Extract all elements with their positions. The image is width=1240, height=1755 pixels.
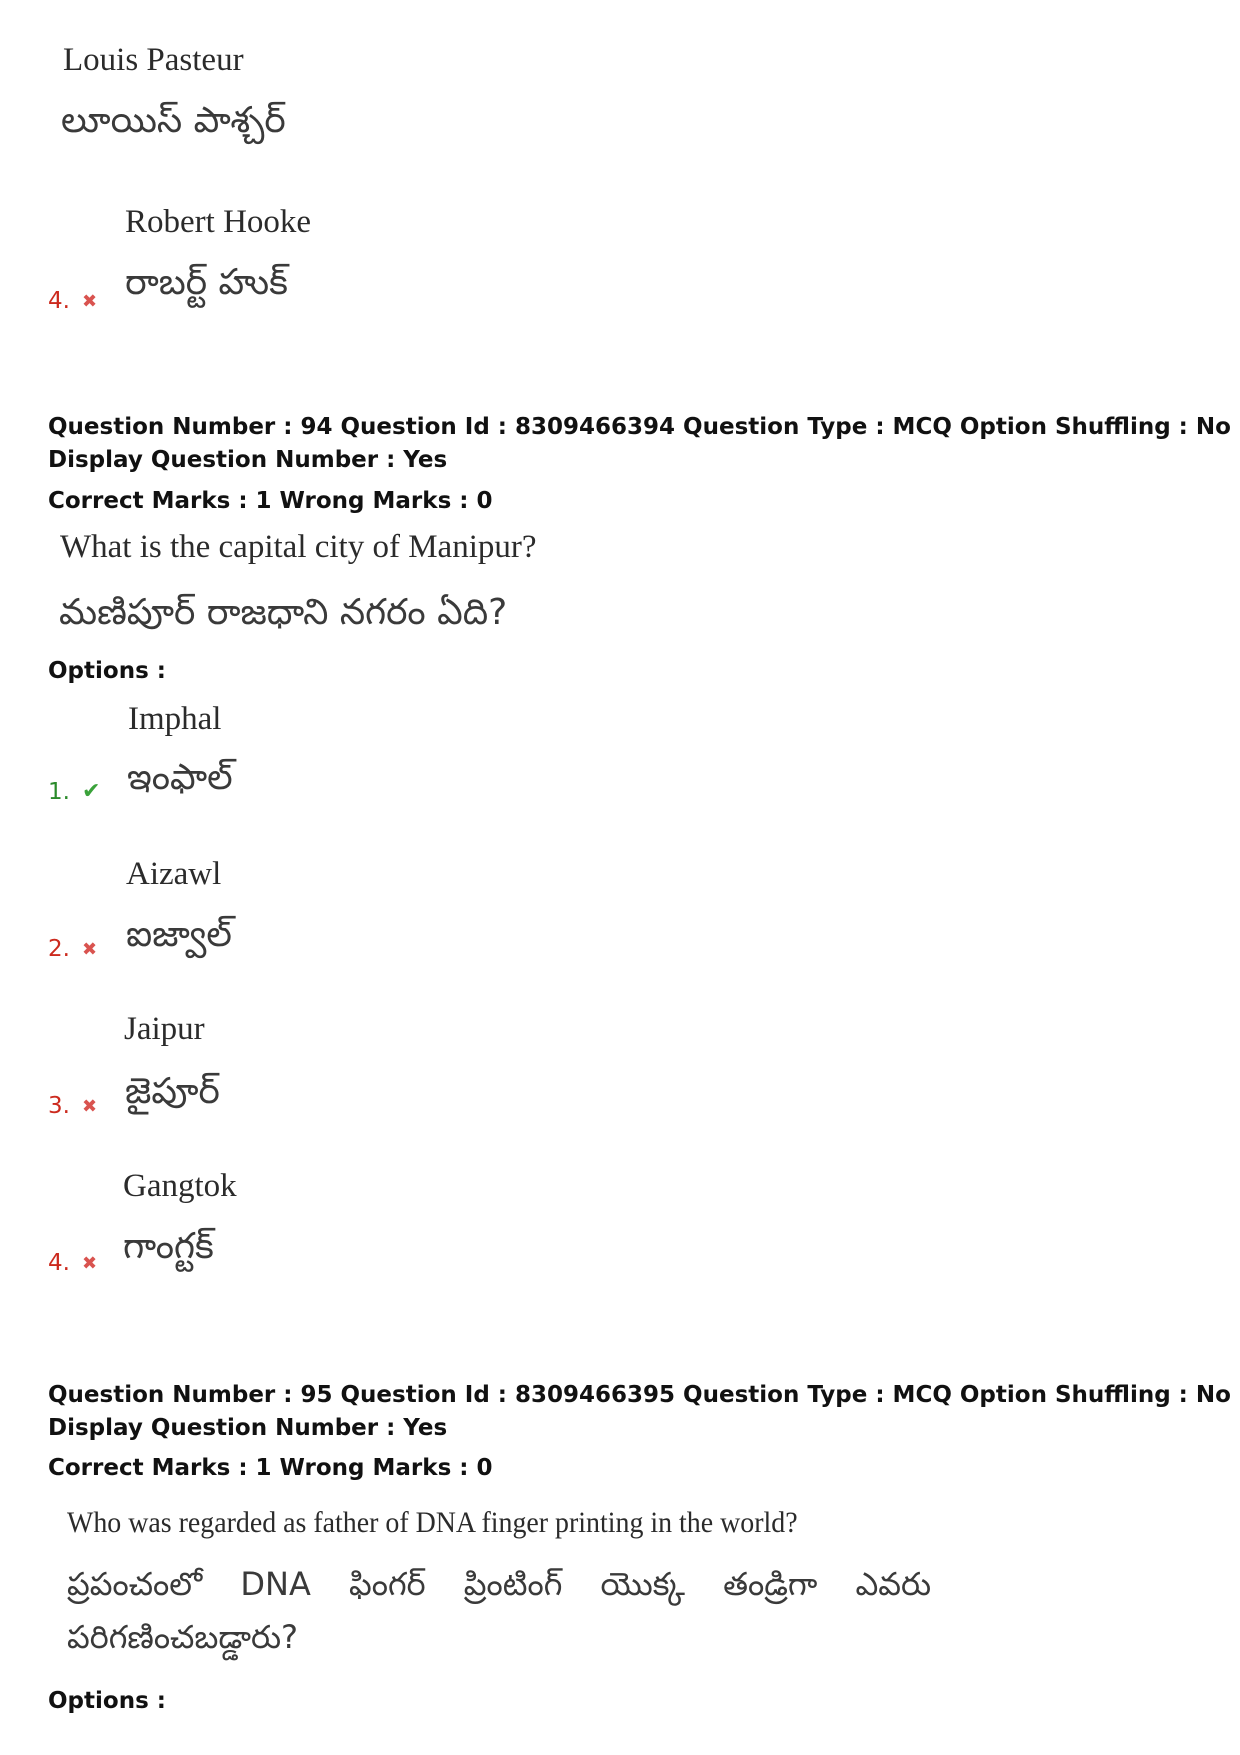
cross-icon: ✖ — [81, 291, 98, 312]
q94-header-line2: Display Question Number : Yes — [48, 447, 448, 473]
q95-question-english: Who was regarded as father of DNA finger printing in the world? — [67, 1506, 798, 1539]
q94-option1-telugu: ఇంఫాల్ — [127, 757, 233, 798]
prev-option4-number: 4. ✖ — [48, 288, 98, 314]
q94-option3-english: Jaipur — [124, 1011, 205, 1047]
q94-option4-number: 4. ✖ — [48, 1250, 98, 1276]
q94-option2-telugu: ఐజ్వాల్ — [126, 914, 232, 955]
q95-question-telugu-line2: పరిగణించబడ్డారు? — [67, 1618, 299, 1656]
prev-option4-telugu: రాబర్ట్ హుక్ — [125, 262, 288, 303]
q94-option4-english: Gangtok — [123, 1168, 237, 1204]
check-icon: ✔ — [81, 779, 101, 804]
q94-header-line1: Question Number : 94 Question Id : 8309466394 Question Type : MCQ Option Shuffling : No — [48, 414, 1231, 440]
q94-options-label: Options : — [48, 658, 166, 684]
prev-option3-telugu: లూయిస్ పాశ్చర్ — [61, 100, 286, 141]
q94-option3-number: 3. ✖ — [48, 1093, 98, 1119]
q95-header — [48, 1379, 1231, 1445]
prev-option3-english: Louis Pasteur — [63, 42, 244, 78]
q94-question-telugu: మణిపూర్ రాజధాని నగరం ఏది? — [59, 592, 508, 633]
q94-option3-telugu: జైపూర్ — [125, 1071, 220, 1112]
q94-option1-english: Imphal — [128, 701, 222, 737]
q95-marks: Correct Marks : 1 Wrong Marks : 0 — [48, 1455, 493, 1481]
q95-question-telugu-line1: ప్రపంచంలో DNA ఫింగర్ ప్రింటింగ్ యొక్క తండ్రిగా ఎవరు — [67, 1565, 932, 1603]
cross-icon: ✖ — [81, 939, 98, 960]
cross-icon: ✖ — [81, 1096, 98, 1117]
q94-option1-number: 1. ✔ — [48, 779, 101, 805]
cross-icon: ✖ — [81, 1253, 98, 1274]
q95-header-line2: Display Question Number : Yes — [48, 1415, 448, 1441]
q94-option2-english: Aizawl — [126, 856, 222, 892]
q95-header-line1: Question Number : 95 Question Id : 8309466395 Question Type : MCQ Option Shuffling : No — [48, 1382, 1231, 1408]
q94-marks: Correct Marks : 1 Wrong Marks : 0 — [48, 488, 493, 514]
q94-question-english: What is the capital city of Manipur? — [60, 529, 537, 565]
prev-option4-english: Robert Hooke — [125, 204, 312, 240]
q94-option2-number: 2. ✖ — [48, 936, 98, 962]
q95-options-label: Options : — [48, 1688, 166, 1714]
q94-option4-telugu: గాంగ్టక్ — [123, 1226, 214, 1267]
q94-header — [48, 411, 1231, 477]
